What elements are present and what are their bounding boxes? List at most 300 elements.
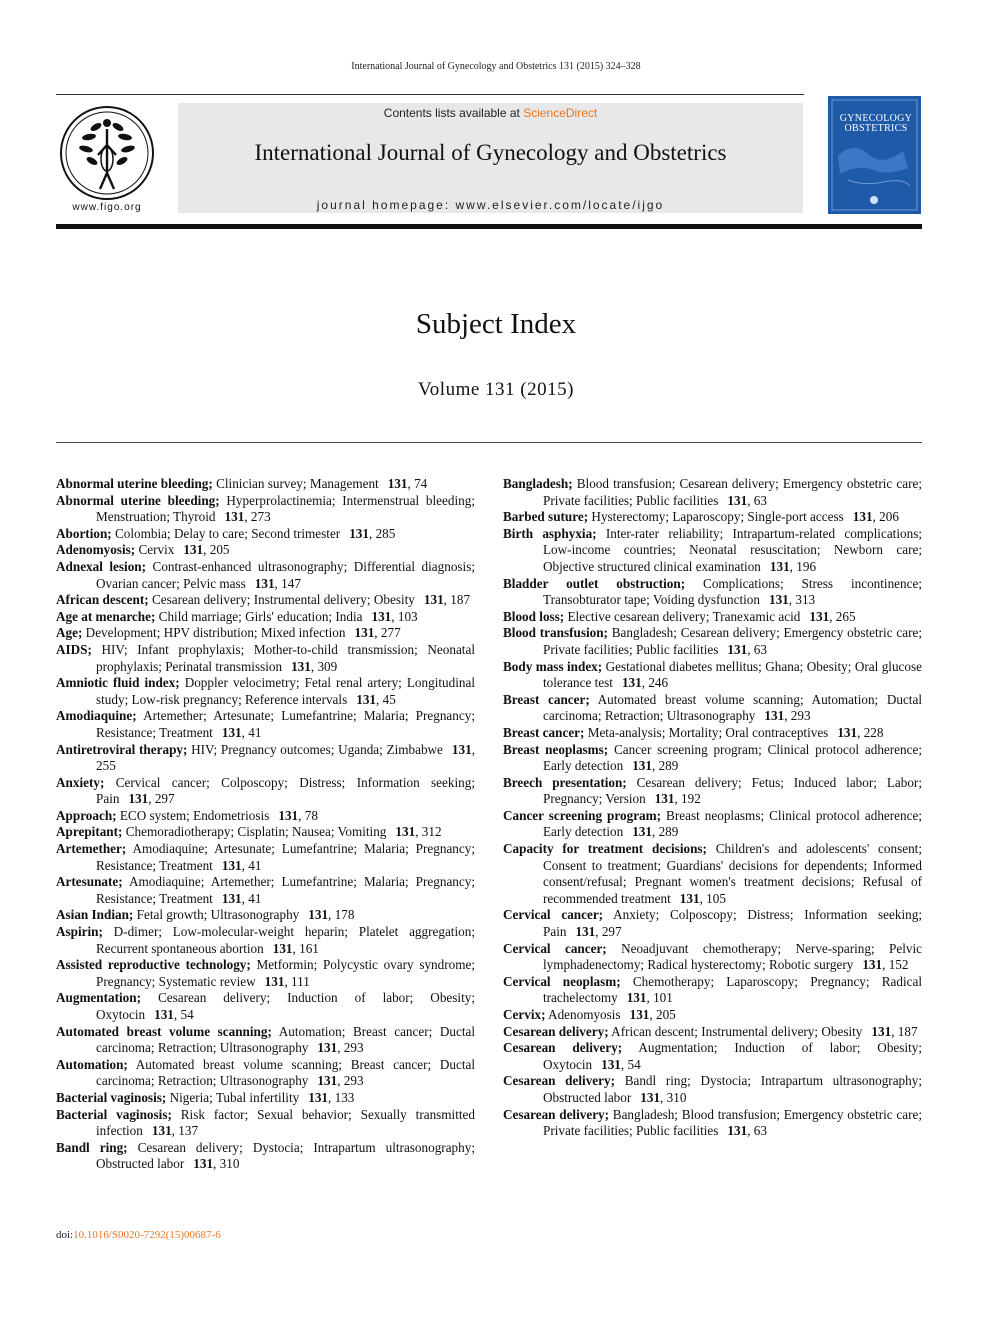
index-pages bbox=[349, 526, 395, 541]
index-term: Breech presentation; bbox=[503, 774, 627, 790]
section-rule bbox=[56, 442, 922, 443]
index-term: Blood transfusion; bbox=[503, 625, 608, 641]
index-entry bbox=[56, 841, 475, 874]
index-term: Cervical neoplasm; bbox=[503, 973, 621, 989]
index-pages bbox=[225, 509, 271, 524]
index-keywords: Gestational diabetes mellitus; Ghana; Obesity; Oral glucose tolerance test bbox=[543, 658, 922, 691]
figo-logo bbox=[56, 103, 158, 215]
index-page-number: , 285 bbox=[368, 525, 396, 541]
index-page-number: , 101 bbox=[646, 990, 673, 1006]
index-page-number: , 78 bbox=[298, 807, 318, 823]
index-volume: 131 bbox=[387, 476, 408, 491]
index-pages bbox=[837, 725, 883, 740]
index-volume: 131 bbox=[654, 791, 675, 807]
index-pages bbox=[317, 1073, 363, 1088]
index-term: Abortion; bbox=[56, 525, 112, 541]
index-keywords: Elective cesarean delivery; Tranexamic acid bbox=[564, 608, 801, 624]
index-page-number: , 255 bbox=[96, 741, 475, 774]
index-pages bbox=[152, 1123, 198, 1138]
index-volume: 131 bbox=[354, 625, 375, 641]
index-term: Breast cancer; bbox=[503, 691, 590, 707]
index-keywords: Complications; Stress incontinence; Transobturator tape; Voiding dysfunction bbox=[543, 575, 922, 608]
index-term: Barbed suture; bbox=[503, 509, 589, 525]
index-keywords: Augmentation; Induction of labor; Obesity; Oxytocin bbox=[543, 1040, 922, 1072]
journal-title: International Journal of Gynecology and Obstetrics bbox=[254, 140, 727, 165]
index-pages bbox=[770, 559, 816, 574]
index-keywords: Adenomyosis bbox=[545, 1007, 621, 1022]
index-pages bbox=[853, 509, 899, 524]
index-page-number: , 312 bbox=[415, 824, 442, 840]
sciencedirect-link[interactable]: ScienceDirect bbox=[523, 106, 598, 120]
index-keywords: Doppler velocimetry; Fetal renal artery; Longitudinal study; Low-risk pregnancy; Reference intervals bbox=[96, 675, 476, 707]
index-page-number: , 196 bbox=[789, 558, 817, 574]
index-pages bbox=[356, 692, 396, 707]
index-keywords: ECO system; Endometriosis bbox=[116, 807, 270, 823]
index-entry bbox=[56, 924, 475, 957]
index-pages bbox=[424, 592, 470, 607]
index-term: Capacity for treatment decisions; bbox=[503, 841, 707, 857]
index-pages bbox=[154, 1007, 194, 1022]
index-page-number: , 41 bbox=[241, 890, 262, 906]
index-volume: 131 bbox=[291, 658, 311, 674]
index-keywords: Risk factor; Sexual behavior; Sexually transmitted infection bbox=[96, 1106, 475, 1139]
index-entry bbox=[503, 692, 922, 725]
index-page-number: , 228 bbox=[857, 724, 884, 740]
index-page-number: , 205 bbox=[649, 1007, 676, 1022]
index-pages bbox=[727, 642, 767, 657]
index-page-number: , 137 bbox=[171, 1123, 199, 1139]
index-term: Artesunate; bbox=[56, 874, 123, 890]
index-keywords: Amodiaquine; Artemether; Lumefantrine; Malaria; Pregnancy; Resistance; Treatment bbox=[96, 874, 475, 906]
index-volume: 131 bbox=[278, 807, 299, 823]
index-volume: 131 bbox=[727, 641, 748, 657]
index-keywords: Metformin; Polycystic ovary syndrome; Pregnancy; Systematic review bbox=[96, 957, 475, 989]
index-entry bbox=[56, 1057, 475, 1090]
index-keywords: Fetal growth; Ultrasonography bbox=[133, 907, 300, 923]
index-volume: 131 bbox=[871, 1023, 892, 1039]
index-pages bbox=[769, 592, 815, 607]
index-volume: 131 bbox=[575, 924, 596, 940]
index-term: Antiretroviral therapy; bbox=[56, 741, 188, 757]
index-term: Cesarean delivery; bbox=[503, 1040, 623, 1056]
index-entry bbox=[503, 775, 922, 808]
index-term: Bandl ring; bbox=[56, 1139, 128, 1155]
index-page-number: , 133 bbox=[328, 1089, 355, 1105]
index-page-number: , 289 bbox=[651, 758, 679, 774]
index-entry bbox=[56, 526, 475, 543]
index-term: Cesarean delivery; bbox=[503, 1023, 609, 1039]
index-term: Assisted reproductive technology; bbox=[56, 957, 251, 973]
index-pages bbox=[278, 808, 318, 823]
index-term: Breast neoplasms; bbox=[503, 741, 609, 757]
index-volume: 131 bbox=[626, 990, 647, 1006]
index-volume: 131 bbox=[809, 608, 830, 624]
index-keywords: Cesarean delivery; Dystocia; Intrapartum ultrasonography; Obstructed labor bbox=[96, 1139, 475, 1172]
index-page-number: , 192 bbox=[674, 791, 701, 807]
index-pages bbox=[727, 493, 767, 508]
index-volume: 131 bbox=[254, 575, 275, 591]
header-bottom-rule bbox=[56, 224, 922, 229]
index-volume: 131 bbox=[272, 940, 293, 956]
index-entry bbox=[503, 509, 922, 526]
page-title: Subject Index bbox=[415, 308, 577, 340]
index-page-number: , 63 bbox=[747, 1123, 767, 1139]
index-page-number: , 309 bbox=[310, 658, 338, 674]
index-keywords: Bandl ring; Dystocia; Intrapartum ultrasonography; Obstructed labor bbox=[543, 1073, 922, 1105]
index-entry bbox=[56, 808, 475, 825]
index-entry bbox=[56, 476, 475, 493]
index-pages bbox=[627, 990, 673, 1005]
index-keywords: Contrast-enhanced ultrasonography; Differential diagnosis; Ovarian cancer; Pelvic mass bbox=[96, 558, 476, 591]
index-pages bbox=[575, 924, 621, 939]
index-entry bbox=[56, 775, 475, 808]
index-pages bbox=[222, 725, 262, 740]
index-pages bbox=[622, 675, 668, 690]
index-term: Cervical cancer; bbox=[503, 907, 604, 923]
index-entry bbox=[56, 493, 475, 526]
index-page-number: , 152 bbox=[882, 957, 909, 973]
index-volume: 131 bbox=[632, 758, 652, 774]
index-entry bbox=[503, 576, 922, 609]
index-keywords: Meta-analysis; Mortality; Oral contraceptives bbox=[584, 724, 829, 740]
index-keywords: Development; HPV distribution; Mixed infection bbox=[82, 625, 346, 641]
index-term: Augmentation; bbox=[56, 990, 141, 1006]
index-entry bbox=[56, 708, 475, 741]
index-volume: 131 bbox=[317, 1073, 338, 1089]
index-volume: 131 bbox=[317, 1040, 338, 1056]
index-keywords: D-dimer; Low-molecular-weight heparin; Platelet aggregation; Recurrent spontaneous abortion bbox=[96, 924, 475, 956]
index-pages bbox=[632, 824, 678, 839]
index-term: Aprepitant; bbox=[56, 824, 123, 840]
index-keywords: Artemether; Artesunate; Lumefantrine; Malaria; Pregnancy; Resistance; Treatment bbox=[96, 708, 475, 740]
index-page-number: , 54 bbox=[620, 1056, 641, 1072]
index-page-number: , 313 bbox=[788, 592, 816, 608]
index-pages bbox=[355, 625, 401, 640]
index-volume: 131 bbox=[852, 509, 873, 525]
index-keywords: Cervical cancer; Colposcopy; Distress; Information seeking; Pain bbox=[96, 774, 475, 807]
index-column-right bbox=[503, 476, 922, 1140]
index-term: Breast cancer; bbox=[503, 724, 585, 740]
index-volume: 131 bbox=[837, 724, 858, 740]
index-pages bbox=[388, 476, 428, 491]
index-page-number: , 187 bbox=[891, 1023, 918, 1039]
index-pages bbox=[183, 542, 229, 557]
contents-line bbox=[178, 106, 803, 120]
index-term: African descent; bbox=[56, 592, 149, 608]
index-entry bbox=[56, 990, 475, 1023]
header-top-rule bbox=[56, 94, 804, 95]
index-term: Automation; bbox=[56, 1056, 128, 1072]
index-volume: 131 bbox=[154, 1007, 174, 1022]
index-volume: 131 bbox=[632, 824, 652, 840]
index-keywords: Anxiety; Colposcopy; Distress; Information seeking; Pain bbox=[543, 907, 922, 940]
index-volume: 131 bbox=[308, 1089, 329, 1105]
index-volume: 131 bbox=[183, 542, 204, 558]
index-volume: 131 bbox=[371, 608, 392, 624]
index-keywords: Amodiaquine; Artesunate; Lumefantrine; Malaria; Pregnancy; Resistance; Treatment bbox=[96, 841, 475, 873]
index-volume: 131 bbox=[679, 890, 700, 906]
index-entry bbox=[503, 526, 922, 576]
index-term: Birth asphyxia; bbox=[503, 525, 597, 541]
index-term: Adnexal lesion; bbox=[56, 558, 147, 574]
index-volume: 131 bbox=[128, 791, 149, 807]
index-volume: 131 bbox=[356, 691, 376, 707]
index-entry bbox=[503, 1024, 922, 1041]
index-keywords: Automated breast volume scanning; Breast cancer; Ductal carcinoma; Retraction; Ultrasonography bbox=[96, 1056, 475, 1089]
index-entry bbox=[503, 609, 922, 626]
index-term: Amodiaquine; bbox=[56, 708, 137, 724]
cover-title: GYNECOLOGY OBSTETRICS bbox=[839, 113, 913, 134]
index-entry bbox=[56, 742, 475, 775]
index-keywords: Inter-rater reliability; Intrapartum-related complications; Low-income countries; Neonatal resuscitation; Newborn care; Objective structured clinical examination bbox=[543, 525, 922, 574]
index-term: Bacterial vaginosis; bbox=[56, 1106, 172, 1122]
index-term: Asian Indian; bbox=[56, 907, 134, 923]
index-term: Abnormal uterine bleeding; bbox=[56, 476, 213, 491]
index-entry bbox=[503, 742, 922, 775]
index-term: Automated breast volume scanning; bbox=[56, 1023, 272, 1039]
index-page-number: , 41 bbox=[241, 724, 262, 740]
index-keywords: HIV; Infant prophylaxis; Mother-to-child transmission; Neonatal prophylaxis; Perinatal transmission bbox=[91, 641, 475, 674]
index-volume: 131 bbox=[264, 973, 285, 989]
index-volume: 131 bbox=[769, 558, 790, 574]
index-volume: 131 bbox=[768, 592, 789, 608]
index-volume: 131 bbox=[193, 1156, 214, 1172]
index-entry bbox=[503, 1007, 922, 1024]
index-page-number: , 147 bbox=[274, 575, 301, 591]
journal-cover bbox=[828, 96, 921, 214]
index-page-number: , 297 bbox=[148, 791, 175, 807]
index-page-number: , 178 bbox=[328, 907, 355, 923]
index-entry bbox=[56, 1140, 475, 1173]
index-term: Cervical cancer; bbox=[503, 940, 607, 956]
index-term: Aspirin; bbox=[56, 924, 103, 940]
doi-prefix: doi: bbox=[56, 1229, 74, 1241]
index-keywords: Hysterectomy; Laparoscopy; Single-port access bbox=[588, 509, 844, 525]
index-volume: 131 bbox=[601, 1056, 621, 1072]
index-keywords: Child marriage; Girls' education; India bbox=[155, 608, 363, 624]
index-keywords: Cancer screening program; Clinical protocol adherence; Early detection bbox=[543, 741, 922, 774]
index-volume: 131 bbox=[764, 708, 785, 724]
index-pages bbox=[222, 891, 262, 906]
index-volume: 131 bbox=[221, 857, 242, 873]
index-term: Cervix; bbox=[503, 1007, 546, 1022]
index-keywords: Blood transfusion; Cesarean delivery; Emergency obstetric care; Private facilities; Public facilities bbox=[543, 476, 922, 508]
index-entry bbox=[56, 1090, 475, 1107]
index-page-number: , 293 bbox=[337, 1073, 364, 1089]
index-entry bbox=[56, 542, 475, 559]
index-keywords: Automated breast volume scanning; Automation; Ductal carcinoma; Retraction; Ultrasonography bbox=[543, 691, 922, 724]
index-pages bbox=[291, 659, 337, 674]
index-keywords: Cervix bbox=[135, 542, 175, 558]
index-page-number: , 103 bbox=[391, 608, 418, 624]
index-term: Bangladesh; bbox=[503, 476, 573, 491]
index-keywords: African descent; Instrumental delivery; Obesity bbox=[608, 1023, 863, 1039]
index-term: Amniotic fluid index; bbox=[56, 675, 180, 691]
index-keywords: Hyperprolactinemia; Intermenstrual bleeding; Menstruation; Thyroid bbox=[96, 492, 475, 525]
index-entry bbox=[503, 907, 922, 940]
contents-prefix: Contents lists available at bbox=[383, 106, 524, 120]
index-keywords: Bangladesh; Cesarean delivery; Emergency obstetric care; Private facilities; Public facilities bbox=[543, 625, 922, 657]
index-volume: 131 bbox=[629, 1007, 650, 1022]
index-page-number: , 310 bbox=[660, 1089, 687, 1105]
index-volume: 131 bbox=[221, 890, 242, 906]
index-keywords: Cesarean delivery; Instrumental delivery; Obesity bbox=[148, 592, 415, 608]
index-column-left bbox=[56, 476, 475, 1173]
index-pages bbox=[222, 858, 262, 873]
index-term: Bacterial vaginosis; bbox=[56, 1089, 167, 1105]
index-term: Artemether; bbox=[56, 841, 127, 857]
index-pages bbox=[640, 1090, 686, 1105]
index-keywords: HIV; Pregnancy outcomes; Uganda; Zimbabwe bbox=[187, 741, 443, 757]
index-page-number: , 246 bbox=[641, 675, 669, 691]
index-pages bbox=[193, 1156, 239, 1171]
index-term: Cancer screening program; bbox=[503, 807, 662, 823]
index-volume: 131 bbox=[423, 592, 444, 608]
index-entry bbox=[56, 1024, 475, 1057]
index-volume: 131 bbox=[308, 907, 329, 923]
index-pages bbox=[265, 974, 310, 989]
index-keywords: Clinician survey; Management bbox=[212, 476, 379, 491]
index-term: Abnormal uterine bleeding; bbox=[56, 492, 220, 508]
index-page-number: , 297 bbox=[595, 924, 622, 940]
index-page-number: , 265 bbox=[829, 608, 856, 624]
index-entry bbox=[503, 625, 922, 658]
index-entry bbox=[56, 592, 475, 609]
index-keywords: Neoadjuvant chemotherapy; Nerve-sparing; Pelvic lymphadenectomy; Radical hysterectomy; Robotic surgery bbox=[543, 940, 922, 973]
index-entry bbox=[503, 808, 922, 841]
index-pages bbox=[727, 1123, 767, 1138]
figo-url[interactable]: www.figo.org bbox=[72, 202, 142, 213]
index-entry bbox=[56, 957, 475, 990]
index-term: Age at menarche; bbox=[56, 608, 156, 624]
index-entry bbox=[503, 725, 922, 742]
index-term: Body mass index; bbox=[503, 658, 603, 674]
index-term: Anxiety; bbox=[56, 774, 105, 790]
index-volume: 131 bbox=[727, 492, 748, 508]
index-keywords: Colombia; Delay to care; Second trimester bbox=[111, 525, 341, 541]
index-page-number: , 63 bbox=[747, 492, 767, 508]
index-pages bbox=[371, 609, 417, 624]
index-pages bbox=[308, 1090, 354, 1105]
index-entry bbox=[56, 609, 475, 626]
index-pages bbox=[680, 891, 726, 906]
index-volume: 131 bbox=[224, 509, 245, 525]
index-volume: 131 bbox=[621, 675, 642, 691]
index-page-number: , 45 bbox=[376, 691, 396, 707]
index-page-number: , 277 bbox=[374, 625, 401, 641]
index-volume: 131 bbox=[727, 1123, 748, 1139]
index-pages bbox=[395, 824, 441, 839]
index-term: Approach; bbox=[56, 807, 117, 823]
doi-link[interactable]: 10.1016/S0020-7292(15)00687-6 bbox=[73, 1229, 221, 1241]
index-entry bbox=[56, 1107, 475, 1140]
index-term: Cesarean delivery; bbox=[503, 1073, 615, 1089]
index-entry bbox=[503, 1073, 922, 1106]
index-entry bbox=[503, 659, 922, 692]
index-entry bbox=[56, 907, 475, 924]
index-keywords: Children's and adolescents' consent; Consent to treatment; Guardians' decisions for dependents; Informed consent/refusal; Pregnant women's treatment decisions; Refusal of recommended treatment bbox=[543, 841, 923, 906]
volume-label: Volume 131 (2015) bbox=[418, 379, 574, 400]
index-entry bbox=[503, 1107, 922, 1140]
index-page-number: , 273 bbox=[244, 509, 271, 525]
index-volume: 131 bbox=[640, 1089, 661, 1105]
index-pages bbox=[273, 941, 319, 956]
index-page-number: , 293 bbox=[337, 1040, 364, 1056]
index-pages bbox=[632, 758, 678, 773]
index-term: Age; bbox=[56, 625, 83, 641]
index-page-number: , 187 bbox=[443, 592, 471, 608]
index-pages bbox=[601, 1057, 641, 1072]
index-page-number: , 289 bbox=[651, 824, 679, 840]
index-keywords: Chemotherapy; Laparoscopy; Pregnancy; Radical trachelectomy bbox=[543, 973, 922, 1006]
index-term: Bladder outlet obstruction; bbox=[503, 575, 686, 591]
index-pages bbox=[809, 609, 855, 624]
index-page-number: , 74 bbox=[407, 476, 428, 491]
index-pages bbox=[630, 1007, 676, 1022]
index-pages bbox=[871, 1024, 917, 1039]
index-entry bbox=[503, 476, 922, 509]
index-entry bbox=[503, 1040, 922, 1073]
index-page-number: , 111 bbox=[284, 973, 310, 989]
doi-line bbox=[56, 1229, 221, 1241]
index-entry bbox=[56, 675, 475, 708]
index-page-number: , 293 bbox=[784, 708, 811, 724]
index-entry bbox=[56, 824, 475, 841]
journal-homepage[interactable]: journal homepage: www.elsevier.com/locate/ijgo bbox=[316, 198, 665, 212]
index-entry bbox=[503, 974, 922, 1007]
index-pages bbox=[655, 791, 701, 806]
index-term: AIDS; bbox=[56, 641, 92, 657]
index-volume: 131 bbox=[151, 1123, 172, 1139]
index-keywords: Breast neoplasms; Clinical protocol adherence; Early detection bbox=[543, 807, 922, 840]
index-page-number: , 41 bbox=[241, 857, 262, 873]
index-entry bbox=[56, 625, 475, 642]
index-pages bbox=[128, 791, 174, 806]
index-entry bbox=[56, 874, 475, 907]
index-volume: 131 bbox=[862, 957, 883, 973]
index-pages bbox=[764, 708, 810, 723]
index-page-number: , 105 bbox=[699, 890, 726, 906]
index-term: Adenomyosis; bbox=[56, 542, 136, 558]
index-pages bbox=[317, 1040, 363, 1055]
index-pages bbox=[862, 957, 908, 972]
index-entry bbox=[503, 941, 922, 974]
index-page-number: , 206 bbox=[872, 509, 899, 525]
journal-citation: International Journal of Gynecology and Obstetrics 131 (2015) 324–328 bbox=[351, 61, 641, 72]
index-pages bbox=[255, 576, 301, 591]
index-volume: 131 bbox=[349, 525, 369, 541]
index-keywords: Cesarean delivery; Fetus; Induced labor; Labor; Pregnancy; Version bbox=[543, 774, 922, 807]
index-page-number: , 54 bbox=[173, 1007, 194, 1022]
index-keywords: Automation; Breast cancer; Ductal carcinoma; Retraction; Ultrasonography bbox=[96, 1023, 475, 1056]
index-volume: 131 bbox=[395, 824, 416, 840]
index-entry bbox=[503, 841, 922, 907]
index-page-number: , 63 bbox=[747, 641, 767, 657]
index-entry bbox=[56, 559, 475, 592]
index-page-number: , 161 bbox=[292, 940, 319, 956]
index-volume: 131 bbox=[221, 724, 242, 740]
index-page-number: , 310 bbox=[213, 1156, 240, 1172]
index-entry bbox=[56, 642, 475, 675]
index-pages bbox=[308, 907, 354, 922]
index-keywords: Chemoradiotherapy; Cisplatin; Nausea; Vomiting bbox=[122, 824, 387, 840]
index-term: Blood loss; bbox=[503, 608, 565, 624]
index-volume: 131 bbox=[451, 741, 472, 757]
index-page-number: , 205 bbox=[203, 542, 230, 558]
journal-banner bbox=[178, 103, 803, 213]
index-keywords: Cesarean delivery; Induction of labor; Obesity; Oxytocin bbox=[96, 990, 475, 1022]
index-keywords: Nigeria; Tubal infertility bbox=[166, 1089, 300, 1105]
